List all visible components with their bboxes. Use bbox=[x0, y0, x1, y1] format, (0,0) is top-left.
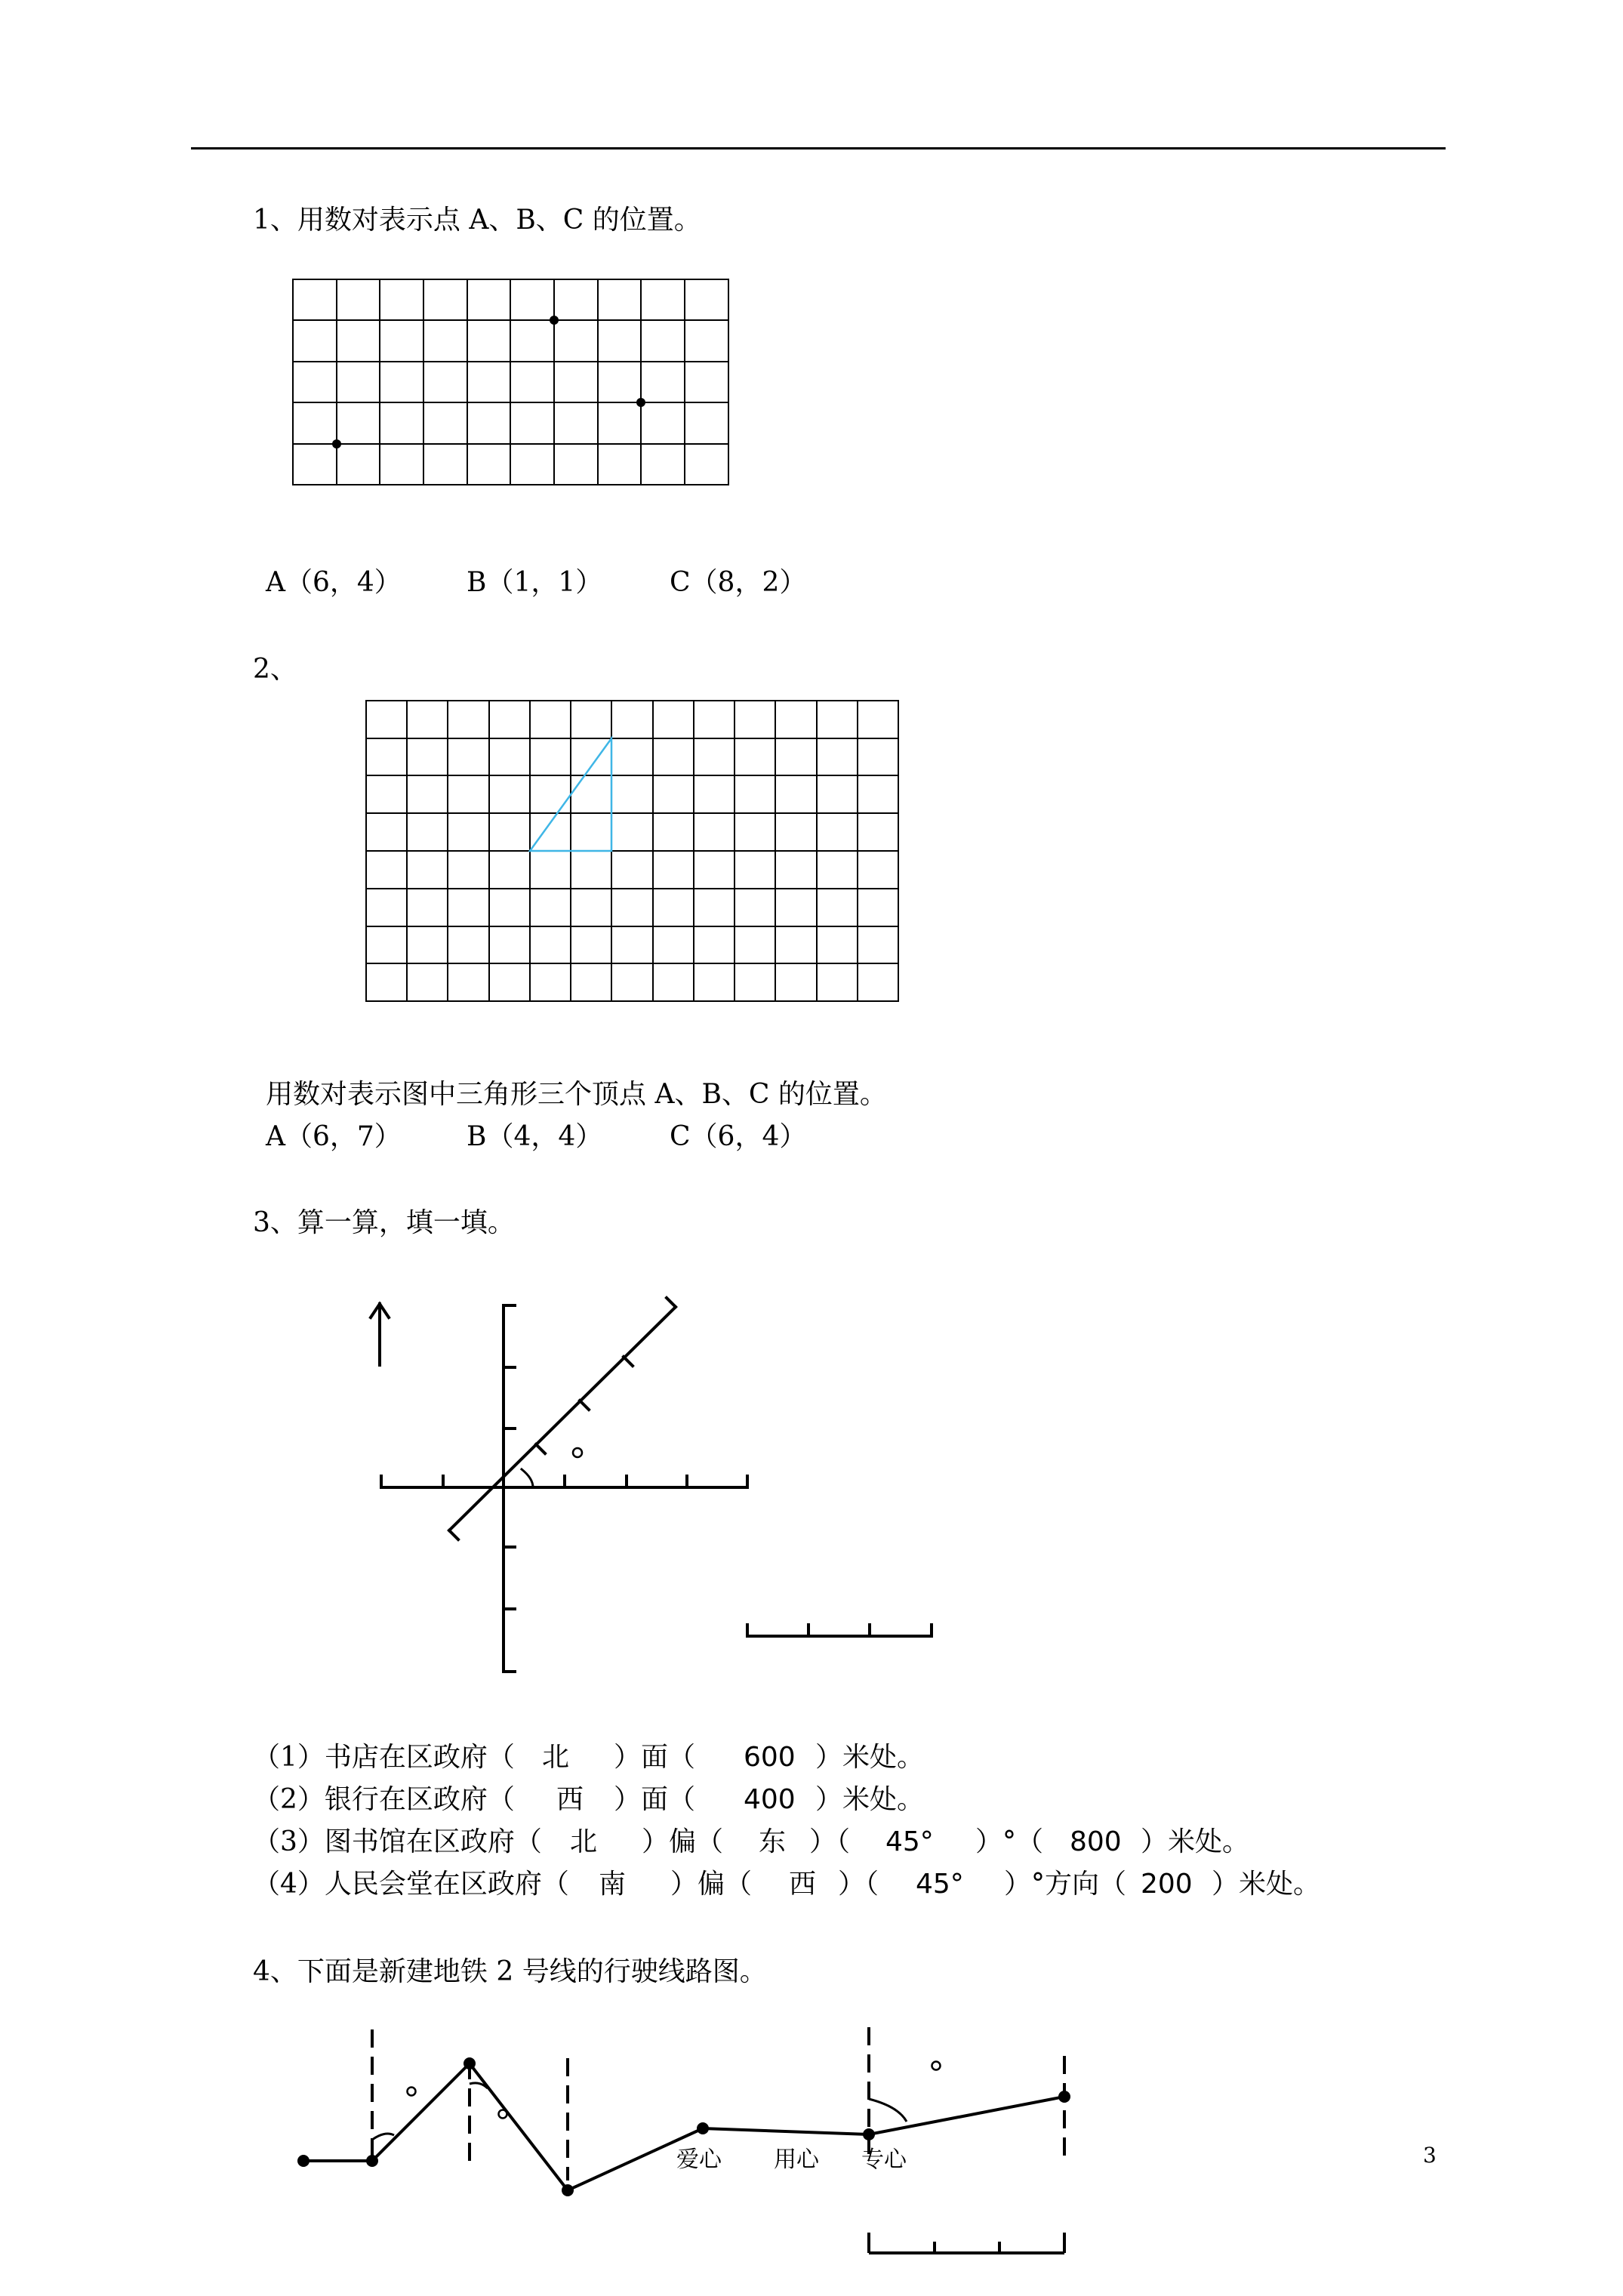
q3-line-1-text-2: ）米处。 bbox=[815, 1742, 925, 1773]
q3-line-3-text-1: ）偏（ bbox=[642, 1826, 724, 1857]
page-number: 3 bbox=[1423, 2143, 1437, 2168]
q4-station-yongxin: 用心 bbox=[774, 2147, 819, 2173]
q3-line-1 bbox=[253, 1741, 1385, 1774]
q3-line-3-answer-2: 东 bbox=[759, 1826, 787, 1857]
q3-line-4-text-1: ）偏（ bbox=[670, 1869, 753, 1900]
q1-answer-b: B（1，1） bbox=[467, 567, 603, 598]
q3-line-3-label: （3）图书馆在区政府（ bbox=[253, 1826, 542, 1857]
q1-answers bbox=[266, 566, 945, 599]
q3-line-1-answer-1: 北 bbox=[542, 1742, 570, 1773]
q4-angle-degree bbox=[499, 2110, 507, 2119]
q4-station-zhuanxin: 专心 bbox=[861, 2147, 907, 2173]
q3-line-1-answer-2: 600 bbox=[744, 1742, 796, 1773]
q4-stations bbox=[297, 2057, 1070, 2196]
q1-grid bbox=[293, 279, 728, 485]
q3-line-3-text-2: ）（ bbox=[809, 1826, 851, 1857]
q3-line-2-answer-1: 西 bbox=[556, 1784, 584, 1815]
q3-line-4-label: （4）人民会堂在区政府（ bbox=[253, 1869, 569, 1900]
q4-station-aixin: 爱心 bbox=[676, 2147, 722, 2173]
q3-line-2 bbox=[253, 1783, 1385, 1817]
q3-line-2-label: （2）银行在区政府（ bbox=[253, 1784, 515, 1815]
q1-point bbox=[332, 439, 341, 448]
q4-angle-degree bbox=[932, 2062, 941, 2070]
q3-line-2-text-2: ）米处。 bbox=[815, 1784, 925, 1815]
q2-answer-c: C（6，4） bbox=[670, 1121, 807, 1152]
q3-line-3-answer-1: 北 bbox=[570, 1826, 598, 1857]
q1-point bbox=[636, 398, 645, 407]
q3-line-3-answer-4: 800 bbox=[1070, 1826, 1122, 1857]
q3-line-3 bbox=[253, 1826, 1385, 1859]
q2-answers bbox=[266, 1120, 945, 1154]
q3-angle-degree bbox=[573, 1448, 582, 1457]
q3-line-4-answer-4: 200 bbox=[1141, 1869, 1193, 1900]
q3-line-4 bbox=[253, 1868, 1385, 1901]
q2-answer-a: A（6，7） bbox=[266, 1121, 402, 1152]
q1-point bbox=[550, 316, 559, 325]
q3-line-3-answer-3: 45° bbox=[885, 1826, 934, 1857]
q3-line-3-text-3: ）°（ bbox=[975, 1826, 1044, 1857]
q1-answer-a: A（6，4） bbox=[266, 567, 402, 598]
q2-answer-b: B（4，4） bbox=[467, 1121, 603, 1152]
q3-line-4-answer-1: 南 bbox=[599, 1869, 627, 1900]
q3-line-2-answer-2: 400 bbox=[744, 1784, 796, 1815]
q1-answer-c: C（8，2） bbox=[670, 567, 807, 598]
q3-prompt: 3、算一算，填一填。 bbox=[253, 1207, 515, 1238]
q4-prompt: 4、下面是新建地铁 2 号线的行驶线路图。 bbox=[253, 1956, 767, 1987]
q3-diagram bbox=[371, 1298, 932, 1672]
q2-number: 2、 bbox=[253, 654, 297, 685]
q3-line-4-answer-3: 45° bbox=[916, 1869, 964, 1900]
q3-line-4-answer-2: 西 bbox=[789, 1869, 817, 1900]
q3-line-3-text-4: ）米处。 bbox=[1141, 1826, 1250, 1857]
q2-grid bbox=[366, 701, 898, 1001]
q3-line-1-label: （1）书店在区政府（ bbox=[253, 1742, 515, 1773]
q1-prompt: 1、用数对表示点 A、B、C 的位置。 bbox=[253, 205, 701, 236]
q3-line-4-text-4: ）米处。 bbox=[1212, 1869, 1321, 1900]
q2-prompt: 用数对表示图中三角形三个顶点 A、B、C 的位置。 bbox=[266, 1079, 887, 1110]
q3-line-1-text-1: ）面（ bbox=[614, 1742, 696, 1773]
q3-line-2-text-1: ）面（ bbox=[614, 1784, 696, 1815]
q3-line-4-text-2: ）（ bbox=[838, 1869, 879, 1900]
q3-line-4-text-3: ）°方向（ bbox=[1004, 1869, 1127, 1900]
q4-angle-degree bbox=[408, 2088, 416, 2096]
